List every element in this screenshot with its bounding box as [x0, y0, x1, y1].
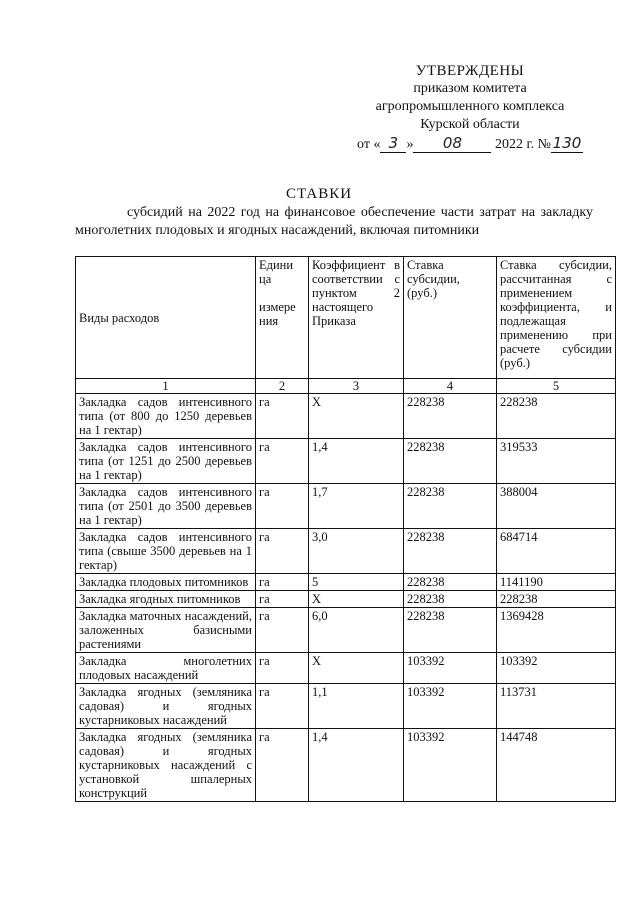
order-number: 130 [552, 134, 582, 152]
row-calculated-rate: 319533 [497, 439, 616, 484]
document-subtitle: субсидий на 2022 год на финансовое обеспечение части затрат на закладку многолетних плодовых и ягодных насаждений, включая питомники [75, 205, 593, 238]
row-rate: 228238 [404, 394, 497, 439]
date-mid: » [406, 137, 414, 152]
row-unit: га [256, 684, 309, 729]
row-calculated-rate: 103392 [497, 653, 616, 684]
date-day: 3 [380, 134, 406, 153]
row-unit: га [256, 653, 309, 684]
rates-table [75, 256, 616, 802]
row-coefficient: 3,0 [309, 529, 404, 574]
row-rate: 103392 [404, 653, 497, 684]
row-rate: 103392 [404, 684, 497, 729]
row-name: Закладка ягодных (земляника садовая) и ягодных кустарниковых насаждений с установкой шпалерных конструкций [76, 729, 256, 802]
row-rate: 228238 [404, 529, 497, 574]
row-unit: га [256, 439, 309, 484]
row-rate: 103392 [404, 729, 497, 802]
row-coefficient: 1,4 [309, 439, 404, 484]
row-calculated-rate: 113731 [497, 684, 616, 729]
row-unit: га [256, 394, 309, 439]
row-name: Закладка маточных насаждений, заложенных базисными растениями [76, 608, 256, 653]
table-row [76, 684, 616, 729]
row-name: Закладка ягодных питомников [76, 591, 256, 608]
row-coefficient: 6,0 [309, 608, 404, 653]
column-number: 4 [404, 379, 497, 394]
row-calculated-rate: 228238 [497, 394, 616, 439]
row-name: Закладка садов интенсивного типа (свыше 3500 деревьев на 1 гектар) [76, 529, 256, 574]
table-row [76, 591, 616, 608]
row-coefficient: 1,4 [309, 729, 404, 802]
row-coefficient: 1,7 [309, 484, 404, 529]
row-coefficient: Х [309, 653, 404, 684]
row-rate: 228238 [404, 574, 497, 591]
row-unit: га [256, 591, 309, 608]
column-number: 2 [256, 379, 309, 394]
column-number-row [76, 379, 616, 394]
header-rate: Ставка субсидии, (руб.) [404, 257, 497, 379]
column-number: 3 [309, 379, 404, 394]
date-prefix: от « [357, 137, 381, 152]
header-expense-type: Виды расходов [76, 257, 256, 379]
row-calculated-rate: 388004 [497, 484, 616, 529]
row-coefficient: 1,1 [309, 684, 404, 729]
row-coefficient: 5 [309, 574, 404, 591]
header-coefficient: Коэффициент в соответствии с пунктом 2 настоящего Приказа [309, 257, 404, 379]
row-calculated-rate: 144748 [497, 729, 616, 802]
row-unit: га [256, 608, 309, 653]
table-row [76, 608, 616, 653]
row-calculated-rate: 1141190 [497, 574, 616, 591]
table-row [76, 484, 616, 529]
row-rate: 228238 [404, 608, 497, 653]
row-name: Закладка ягодных (земляника садовая) и ягодных кустарниковых насаждений [76, 684, 256, 729]
row-rate: 228238 [404, 591, 497, 608]
document-title: СТАВКИ [285, 186, 353, 202]
row-unit: га [256, 529, 309, 574]
table-row [76, 529, 616, 574]
date-year: 2022 г. № [494, 137, 551, 152]
date-month: 08 [413, 134, 491, 153]
table-row [76, 729, 616, 802]
row-calculated-rate: 1369428 [497, 608, 616, 653]
table-row [76, 574, 616, 591]
row-rate: 228238 [404, 484, 497, 529]
header-calculated-rate: Ставка субсидии, рассчитанная с применением коэффициента, и подлежащая применению при расчете субсидии (руб.) [497, 257, 616, 379]
header-unit-part1: Едини ца [259, 258, 294, 286]
row-calculated-rate: 684714 [497, 529, 616, 574]
row-name: Закладка плодовых питомников [76, 574, 256, 591]
column-number: 1 [76, 379, 256, 394]
header-unit [256, 257, 309, 379]
approval-block [350, 62, 590, 154]
row-name: Закладка многолетних плодовых насаждений [76, 653, 256, 684]
row-calculated-rate: 228238 [497, 591, 616, 608]
row-rate: 228238 [404, 439, 497, 484]
row-unit: га [256, 484, 309, 529]
approval-line-3: Курской области [420, 117, 520, 132]
header-row [76, 257, 616, 379]
row-unit: га [256, 574, 309, 591]
table-row [76, 394, 616, 439]
row-name: Закладка садов интенсивного типа (от 2501 до 3500 деревьев на 1 гектар) [76, 484, 256, 529]
row-coefficient: Х [309, 394, 404, 439]
table-row [76, 653, 616, 684]
row-coefficient: Х [309, 591, 404, 608]
approval-date-line [350, 134, 590, 154]
approval-line-2: агропромышленного комплекса [375, 99, 565, 114]
row-name: Закладка садов интенсивного типа (от 800 до 1250 деревьев на 1 гектар) [76, 394, 256, 439]
row-name: Закладка садов интенсивного типа (от 1251 до 2500 деревьев на 1 гектар) [76, 439, 256, 484]
approval-line-1: приказом комитета [413, 81, 527, 96]
table-row [76, 439, 616, 484]
column-number: 5 [497, 379, 616, 394]
row-unit: га [256, 729, 309, 802]
header-unit-part2: измере ния [259, 300, 296, 328]
approval-heading: УТВЕРЖДЕНЫ [415, 63, 525, 79]
